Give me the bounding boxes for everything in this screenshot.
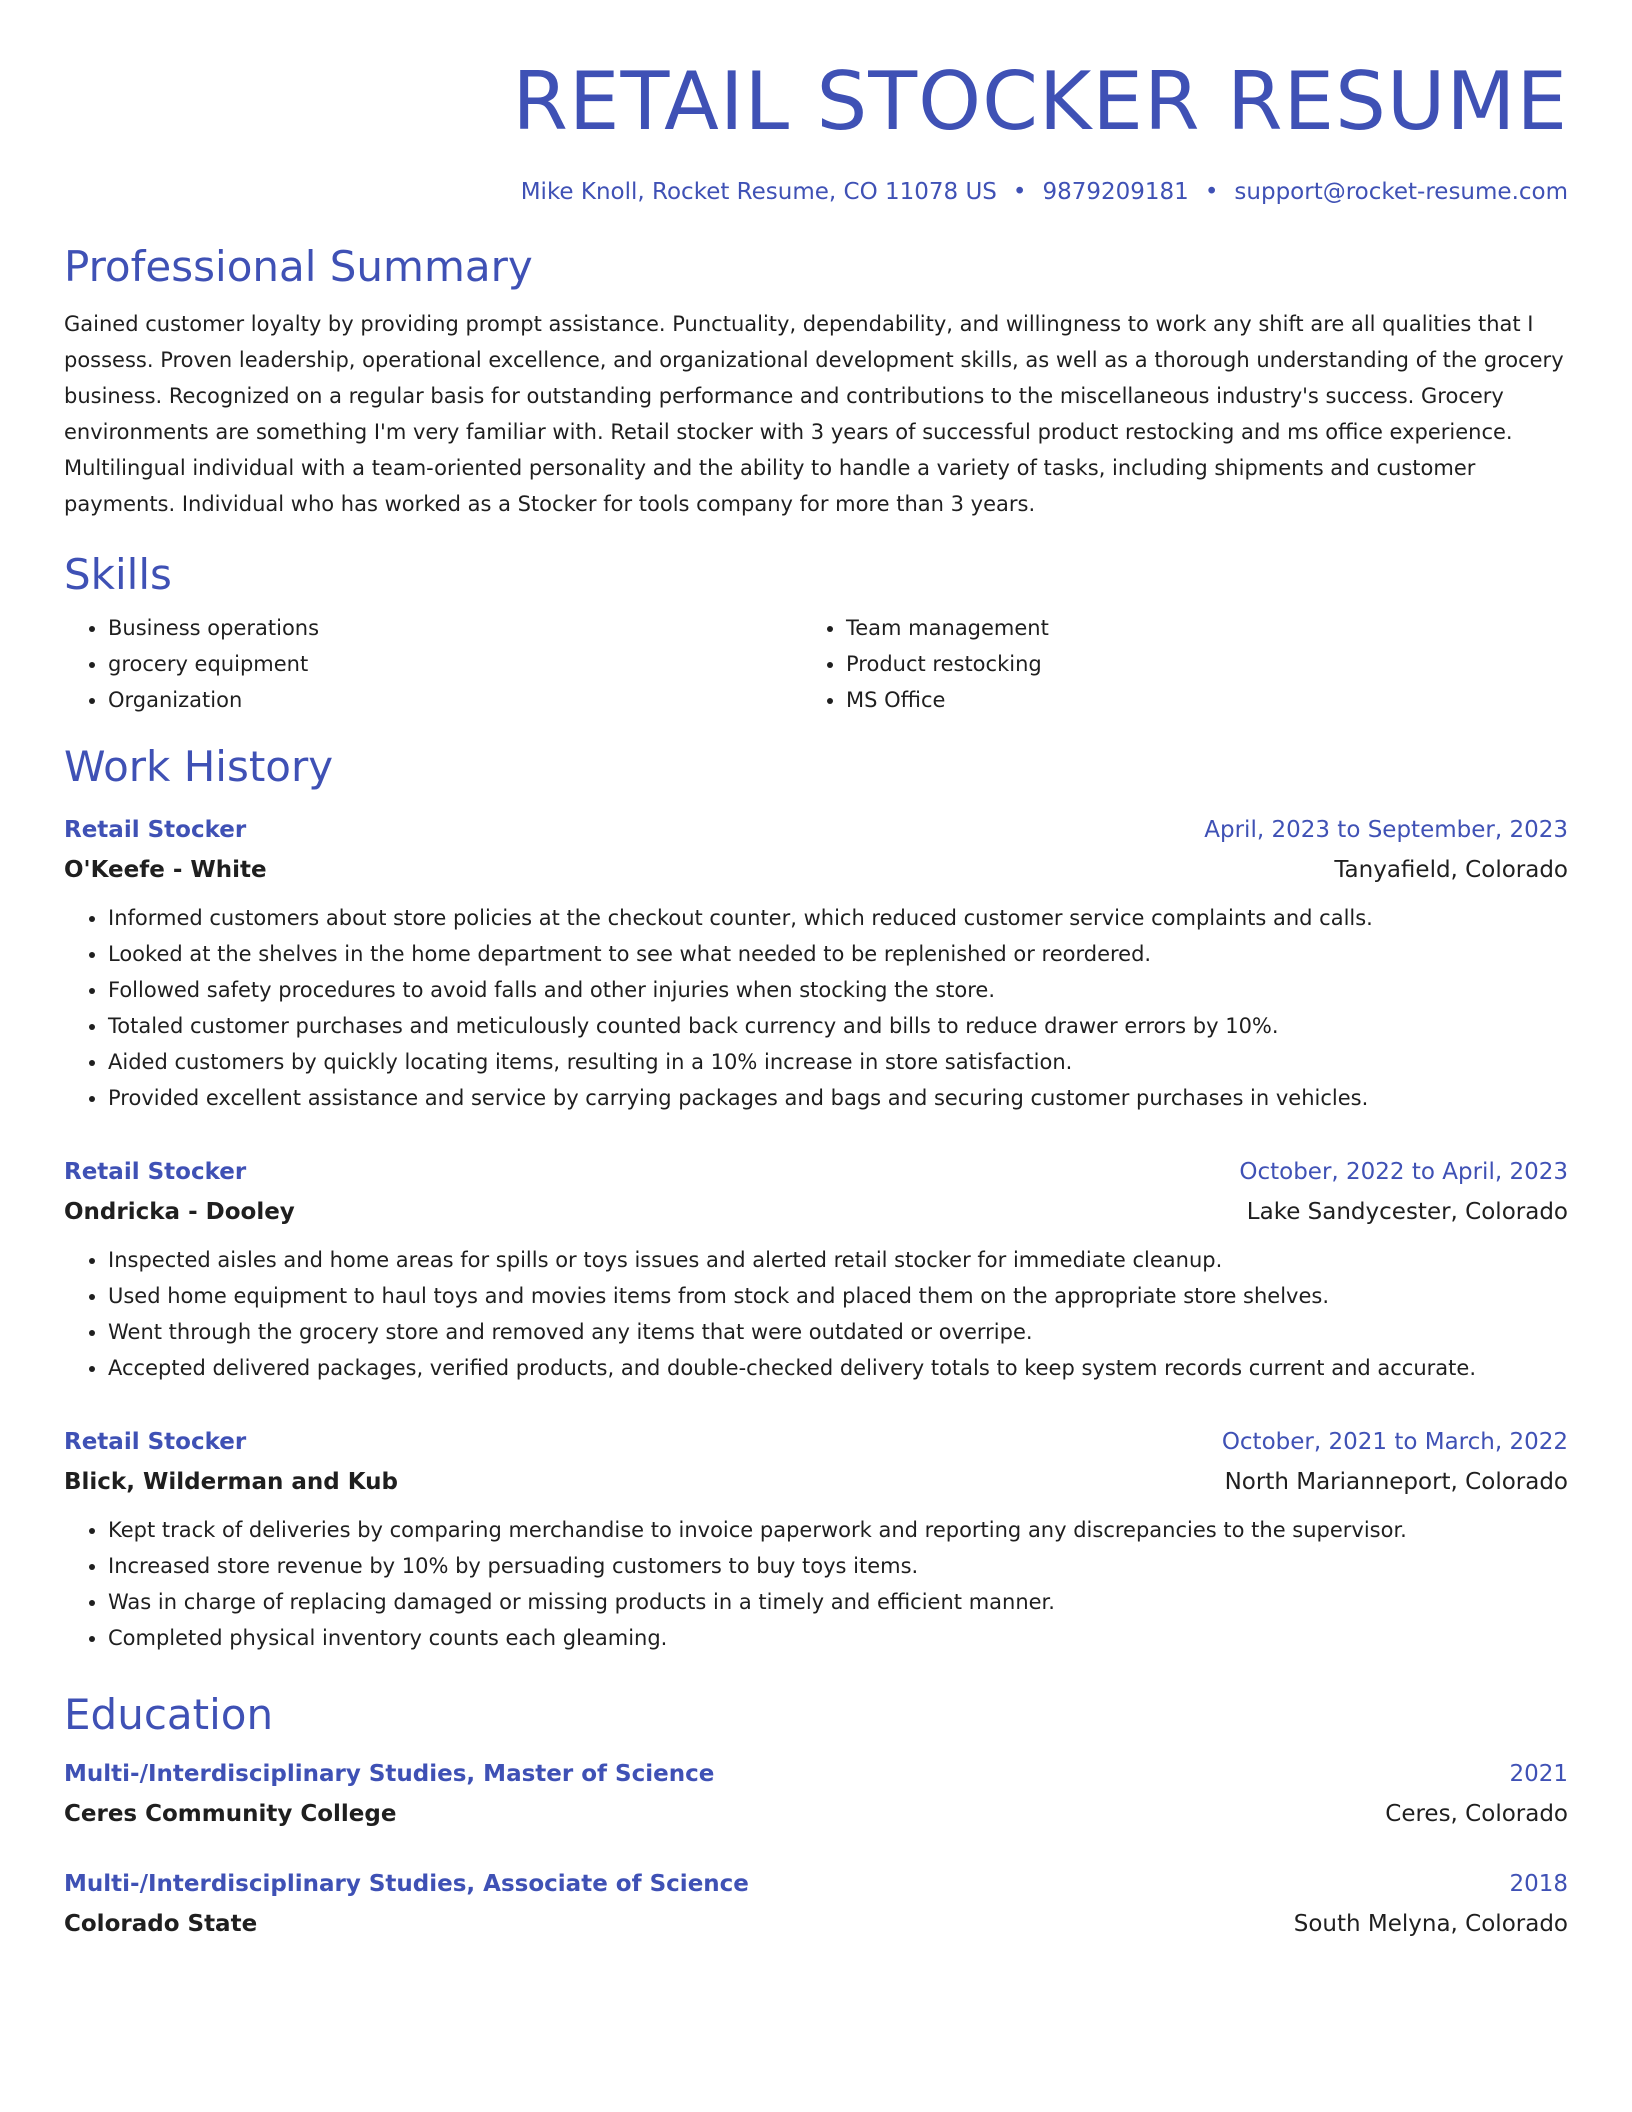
- section-heading-summary: Professional Summary: [64, 242, 533, 291]
- education-year: 2021: [1509, 1761, 1568, 1787]
- skill-item: • Business operations: [108, 610, 802, 646]
- job-header-row: [64, 1152, 1568, 1192]
- job-employer: Blick, Wilderman and Kub: [64, 1469, 399, 1495]
- skill-item: • Team management: [846, 610, 1540, 646]
- job-dates: April, 2023 to September, 2023: [1204, 817, 1568, 843]
- contact-separator: •: [1204, 179, 1219, 205]
- job-header-row: [64, 810, 1568, 850]
- job-bullet: • Followed safety procedures to avoid falls and other injuries when stocking the store.: [108, 972, 1568, 1008]
- education-degree: Multi-/Interdisciplinary Studies, Master of Science: [64, 1761, 715, 1787]
- education-entry: [64, 1754, 1568, 1834]
- job-bullet: • Went through the grocery store and removed any items that were outdated or overripe.: [108, 1314, 1568, 1350]
- education-entry: [64, 1864, 1568, 1944]
- job-employer: O'Keefe - White: [64, 857, 267, 883]
- job-title: Retail Stocker: [64, 1429, 247, 1455]
- skills-section: [64, 550, 1568, 718]
- job-bullet: • Completed physical inventory counts each gleaming.: [108, 1620, 1568, 1656]
- education-school: Colorado State: [64, 1911, 258, 1937]
- job-bullets: [64, 1512, 1568, 1656]
- contact-separator: •: [1012, 179, 1027, 205]
- contact-address: Mike Knoll, Rocket Resume, CO 11078 US: [520, 179, 997, 205]
- job-entry: [64, 1152, 1568, 1386]
- skills-column-left: [64, 610, 802, 718]
- job-employer-row: [64, 1462, 1568, 1502]
- job-entry: [64, 1422, 1568, 1656]
- work-history-section: [64, 742, 1568, 1656]
- education-header-row: [64, 1754, 1568, 1794]
- page-title: RETAIL STOCKER RESUME: [512, 55, 1568, 148]
- job-dates: October, 2021 to March, 2022: [1221, 1429, 1568, 1455]
- job-title: Retail Stocker: [64, 1159, 247, 1185]
- job-employer-row: [64, 850, 1568, 890]
- section-heading-skills: Skills: [64, 550, 172, 599]
- contact-line: [64, 178, 1568, 206]
- job-bullet: • Increased store revenue by 10% by persuading customers to buy toys items.: [108, 1548, 1568, 1584]
- contact-phone: 9879209181: [1042, 179, 1189, 205]
- job-header-row: [64, 1422, 1568, 1462]
- education-location: Ceres, Colorado: [1385, 1801, 1568, 1827]
- job-bullet: • Looked at the shelves in the home department to see what needed to be replenished or reordered.: [108, 936, 1568, 972]
- job-bullet: • Aided customers by quickly locating items, resulting in a 10% increase in store satisfaction.: [108, 1044, 1568, 1080]
- job-employer: Ondricka - Dooley: [64, 1199, 295, 1225]
- summary-text: Gained customer loyalty by providing prompt assistance. Punctuality, dependability, and willingness to work any shift are all qualities that I possess. Proven leadership, operational excellence, and organizational development skills, as well as a thorough understanding of the grocery business. Recognized on a regular basis for outstanding performance and contributions to the miscellaneous industry's success. Grocery environments are something I'm very familiar with. Retail stocker with 3 years of successful product restocking and ms office experience. Multilingual individual with a team-oriented personality and the ability to handle a variety of tasks, including shipments and customer payments. Individual who has worked as a Stocker for tools company for more than 3 years.: [64, 312, 1564, 516]
- job-bullet: • Accepted delivered packages, verified products, and double-checked delivery totals to keep system records current and accurate.: [108, 1350, 1568, 1386]
- skills-grid: [64, 610, 1568, 718]
- job-bullets: [64, 1242, 1568, 1386]
- summary-section: [64, 242, 1568, 522]
- job-bullet: • Totaled customer purchases and meticulously counted back currency and bills to reduce drawer errors by 10%.: [108, 1008, 1568, 1044]
- education-school-row: [64, 1904, 1568, 1944]
- skills-column-right: [802, 610, 1540, 718]
- education-school: Ceres Community College: [64, 1801, 397, 1827]
- job-bullet: • Kept track of deliveries by comparing merchandise to invoice paperwork and reporting any discrepancies to the supervisor.: [108, 1512, 1568, 1548]
- job-location: Lake Sandycester, Colorado: [1246, 1199, 1568, 1225]
- job-bullet: • Provided excellent assistance and service by carrying packages and bags and securing customer purchases in vehicles.: [108, 1080, 1568, 1116]
- education-header-row: [64, 1864, 1568, 1904]
- job-bullet: • Was in charge of replacing damaged or missing products in a timely and efficient manner.: [108, 1584, 1568, 1620]
- job-bullet: • Inspected aisles and home areas for spills or toys issues and alerted retail stocker for immediate cleanup.: [108, 1242, 1568, 1278]
- job-location: Tanyafield, Colorado: [1334, 857, 1568, 883]
- job-entry: [64, 810, 1568, 1116]
- skill-item: • MS Office: [846, 682, 1540, 718]
- education-year: 2018: [1509, 1871, 1568, 1897]
- job-employer-row: [64, 1192, 1568, 1232]
- contact-email: support@rocket-resume.com: [1234, 179, 1568, 205]
- job-dates: October, 2022 to April, 2023: [1239, 1159, 1568, 1185]
- skill-item: • Organization: [108, 682, 802, 718]
- section-heading-work-history: Work History: [64, 742, 334, 791]
- education-degree: Multi-/Interdisciplinary Studies, Associate of Science: [64, 1871, 749, 1897]
- job-bullet: • Used home equipment to haul toys and movies items from stock and placed them on the appropriate store shelves.: [108, 1278, 1568, 1314]
- education-location: South Melyna, Colorado: [1293, 1911, 1568, 1937]
- skill-item: • grocery equipment: [108, 646, 802, 682]
- resume-header: [64, 0, 1568, 206]
- education-section: [64, 1690, 1568, 1944]
- job-title: Retail Stocker: [64, 817, 247, 843]
- section-heading-education: Education: [64, 1690, 274, 1739]
- job-bullets: [64, 900, 1568, 1116]
- education-school-row: [64, 1794, 1568, 1834]
- skill-item: • Product restocking: [846, 646, 1540, 682]
- job-location: North Marianneport, Colorado: [1224, 1469, 1568, 1495]
- job-bullet: • Informed customers about store policies at the checkout counter, which reduced customer service complaints and calls.: [108, 900, 1568, 936]
